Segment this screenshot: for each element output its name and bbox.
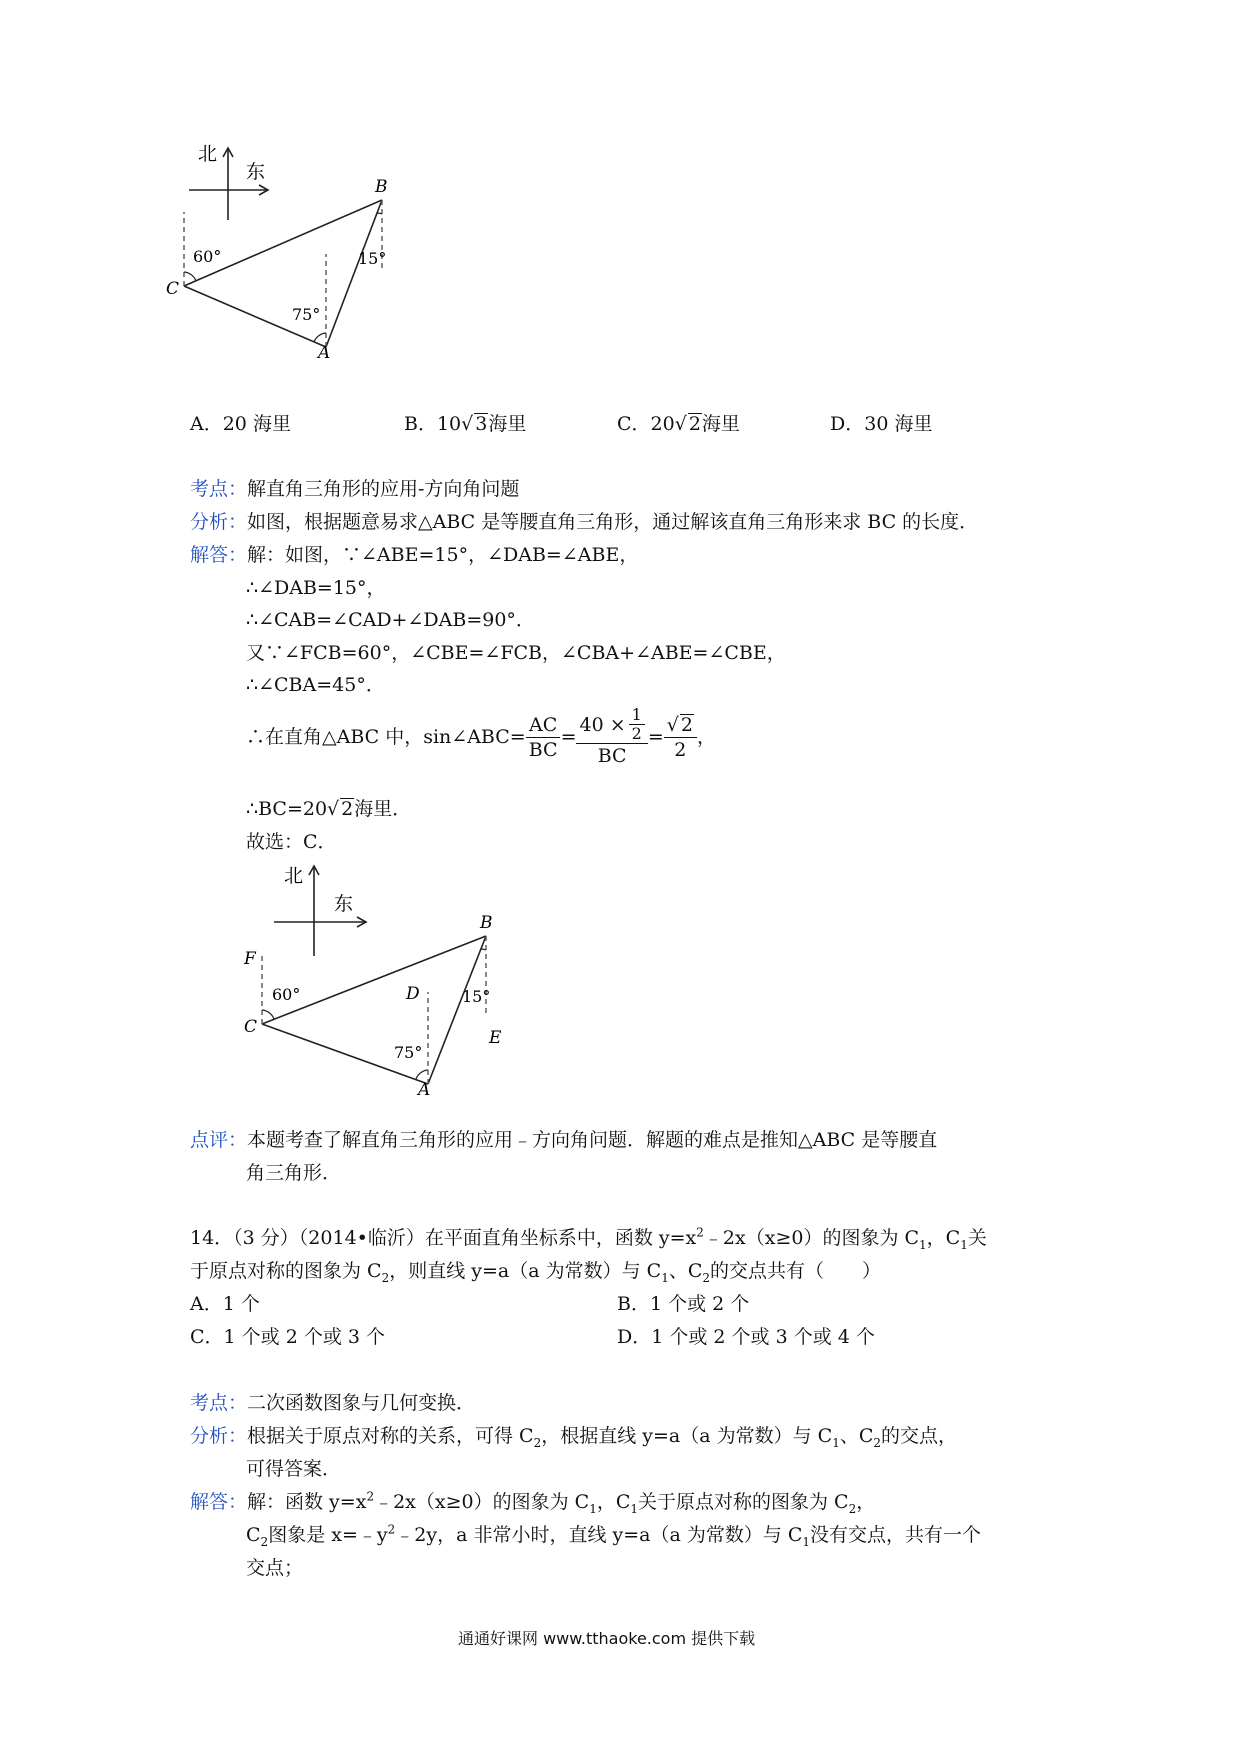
q14-jieda-line-1: 解答：解：函数 $y=x^2﹣2x(x\ge 0)$的图象为 $C_1$，$C_1$关于原点对称的图象为 $C_2$， (190, 1489, 876, 1516)
solution-sin-equation: ∴在直角△ABC 中，sin∠ABC= $\frac{AC}{BC}$ = 40 × $\frac{1}{2}$ BC = $\frac{√ 2}{2}$ ， (246, 705, 716, 767)
dianping-line-1: 点评：本题考查了解直角三角形的应用﹣方向角问题．解题的难点是推知△ABC 是等腰直 (190, 1129, 938, 1151)
solution-line-4: ∴∠CBA=45°． (246, 674, 385, 696)
angle-c-label: 60° (193, 247, 222, 266)
q13-option-b: B．10√ 3海里 (404, 413, 527, 435)
q14-fenxi-line-2: 可得答案． (246, 1458, 342, 1480)
fenxi-label: 分析： (190, 511, 248, 533)
angle-a-label: 75° (292, 305, 321, 324)
vertex-c-label: C (244, 1017, 258, 1037)
q14-option-d: D．1 个或 2 个或 3 个或 4 个 (617, 1326, 875, 1348)
point-e-label: E (489, 1028, 502, 1048)
compass-east-label: 东 (246, 161, 266, 183)
side-ba (428, 936, 486, 1084)
q14-option-a: A．1 个 (190, 1293, 260, 1315)
q14-jieda-line-2: $C_2$图象是 $x=﹣y^2﹣2y$，a 非常小时，直线 y=a（a 为常数）与 $C_1$没有交点，共有一个 (246, 1522, 982, 1549)
q14-stem-line-2: 于原点对称的图象为 $C_2$，则直线 y=a（a 为常数）与 $C_1$、$C_2$的交点共有（ ） (190, 1260, 882, 1285)
page-footer: 通通好课网 www.tthaoke.com 提供下载 (458, 1629, 756, 1648)
q14-jieda-line-3: 交点； (246, 1557, 304, 1579)
vertex-b-label: B (375, 177, 388, 197)
fraction-sqrt2-over-2: $\frac{√ 2}{2}$ (664, 713, 697, 762)
jieda-label: 解答： (190, 1491, 248, 1513)
point-d-label: D (406, 984, 420, 1004)
q14-option-c: C．1 个或 2 个或 3 个 (190, 1326, 386, 1348)
jieda-label: 解答： (190, 544, 248, 566)
fenxi-line: 分析：如图，根据题意易求△ABC 是等腰直角三角形，通过解该直角三角形来求 BC 的长度． (190, 511, 979, 533)
side-cb (262, 936, 486, 1024)
solution-line-6: ∴BC=20√ 2海里． (246, 798, 412, 820)
q13-option-a: A．20 海里 (190, 413, 291, 435)
fraction-40-half-bc: 40 × $\frac{1}{2}$ BC (576, 706, 647, 768)
angle-c-label: 60° (272, 985, 301, 1004)
angle-a-label: 75° (394, 1043, 423, 1062)
solution-line-7: 故选：C． (246, 831, 337, 853)
side-ba (326, 200, 382, 347)
vertex-b-label: B (480, 913, 493, 933)
q13-option-c: C．20√ 2海里 (617, 413, 740, 435)
fenxi-label: 分析： (190, 1425, 248, 1447)
figure-1-triangle (166, 143, 440, 398)
side-cb (184, 200, 382, 286)
solution-line-3: 又∵∠FCB=60°，∠CBE=∠FCB，∠CBA+∠ABE=∠CBE， (246, 642, 786, 664)
compass-east-label: 东 (334, 893, 354, 915)
compass-north-label: 北 (198, 143, 218, 165)
kaodian-label: 考点： (190, 1392, 248, 1414)
solution-line-2: ∴∠CAB=∠CAD+∠DAB=90°． (246, 609, 535, 631)
dianping-line-2: 角三角形． (246, 1162, 342, 1184)
jieda-line: 解答：解：如图，∵∠ABE=15°，∠DAB=∠ABE， (190, 544, 639, 566)
kaodian-line: 考点：解直角三角形的应用-方向角问题 (190, 478, 520, 500)
q14-stem-line-1: 14．（3 分）（2014•临沂）在平面直角坐标系中，函数 $y=x^2﹣2x(x\ge 0)$的图象为 $C_1$，$C_1$关 (190, 1225, 987, 1252)
vertex-c-label: C (166, 279, 180, 299)
vertex-a-label: A (318, 343, 331, 363)
dianping-label: 点评： (190, 1129, 248, 1151)
solution-line-1: ∴∠DAB=15°， (246, 577, 386, 599)
figure-2-triangle (246, 866, 516, 1118)
kaodian-label: 考点： (190, 478, 248, 500)
angle-b-label: 15° (358, 249, 387, 268)
vertex-a-label: A (418, 1080, 431, 1100)
point-f-label: F (244, 949, 256, 969)
angle-b-label: 15° (462, 987, 491, 1006)
q14-kaodian-line: 考点：二次函数图象与几何变换． (190, 1392, 476, 1414)
q14-fenxi-line-1: 分析：根据关于原点对称的关系，可得 $C_2$，根据直线 y=a（a 为常数）与 $C_1$、$C_2$的交点， (190, 1425, 958, 1450)
q13-option-d: D．30 海里 (830, 413, 933, 435)
fraction-ac-bc: $\frac{AC}{BC}$ (526, 713, 561, 762)
q14-option-b: B．1 个或 2 个 (617, 1293, 750, 1315)
compass-north-label: 北 (284, 865, 304, 887)
